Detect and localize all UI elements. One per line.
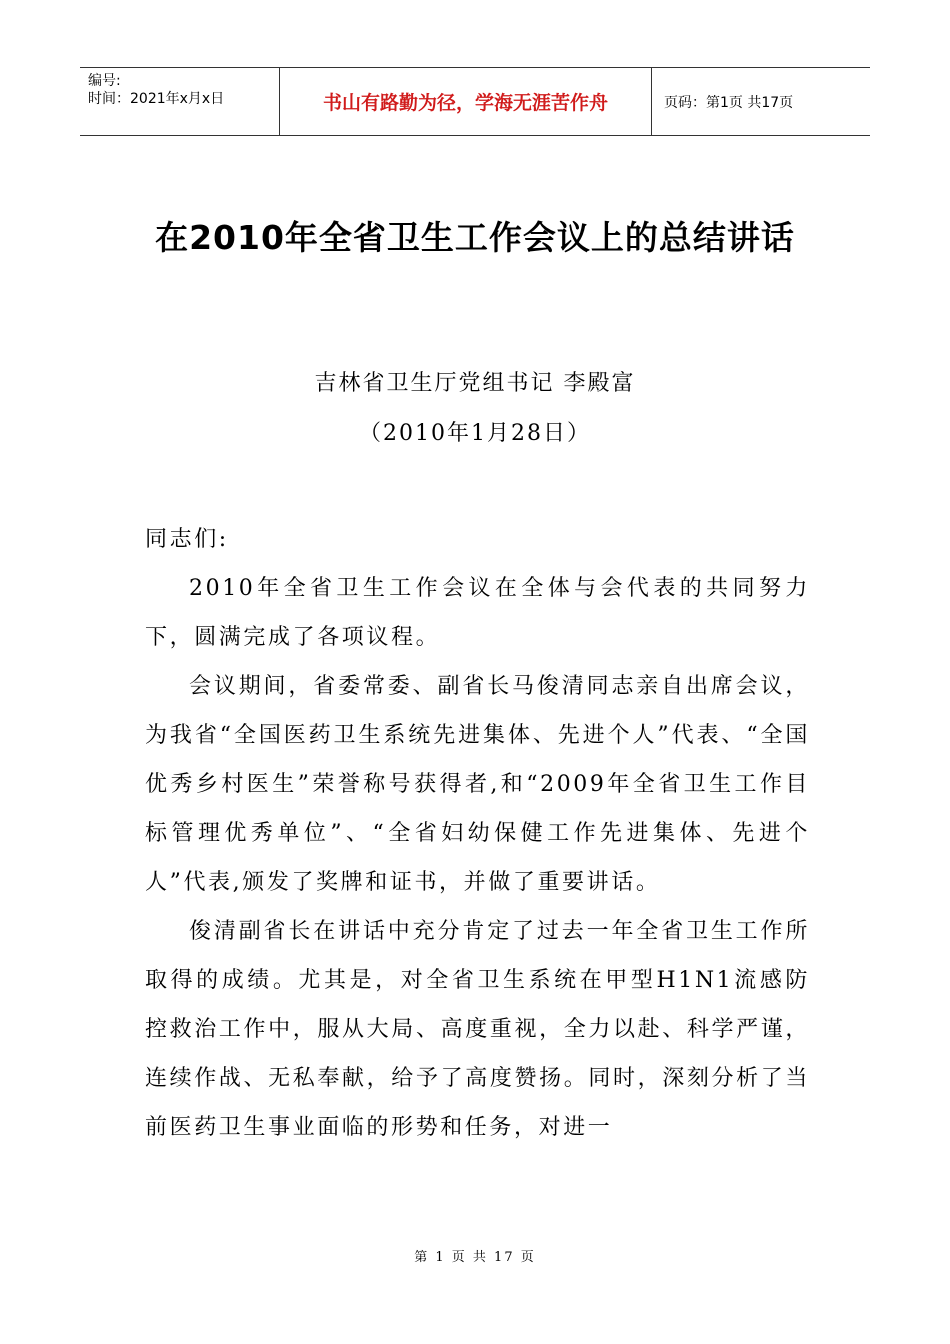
header-meta-cell [80,68,280,135]
document-header [80,67,870,136]
date-line: （2010年1月28日） [359,421,591,446]
header-page-label: 页码：第1页 共17页 [664,94,794,111]
document-title: 在2010年全省卫生工作会议上的总结讲话 [155,218,795,257]
paragraph-1: 2010年全省卫生工作会议在全体与会代表的共同努力下，圆满完成了各项议程。 [145,576,810,650]
document-body [145,515,810,1152]
paragraph-3: 俊清副省长在讲话中充分肯定了过去一年全省卫生工作所取得的成绩。尤其是，对全省卫生系统在甲型H1N1流感防控救治工作中，服从大局、高度重视，全力以赴、科学严谨，连续作战、无私奉献，给予了高度赞扬。同时，深刻分析了当前医药卫生事业面临的形势和任务，对进一 [145,919,810,1140]
author-line: 吉林省卫生厅党组书记 李殿富 [314,371,636,396]
page-footer: 第 1 页 共 17 页 [414,1250,536,1265]
header-motto-cell [280,68,652,135]
header-motto: 书山有路勤为径，学海无涯苦作舟 [322,92,608,114]
salutation: 同志们: [145,527,229,552]
time-label: 时间：2021年x月x日 [88,91,225,107]
number-label: 编号: [88,73,121,89]
paragraph-2: 会议期间，省委常委、副省长马俊清同志亲自出席会议，为我省“全国医药卫生系统先进集体、先进个人”代表、“全国优秀乡村医生”荣誉称号获得者,和“2009年全省卫生工作目标管理优秀单位”、“全省妇幼保健工作先进集体、先进个人”代表,颁发了奖牌和证书，并做了重要讲话。 [145,674,810,895]
header-page-cell [652,68,870,135]
